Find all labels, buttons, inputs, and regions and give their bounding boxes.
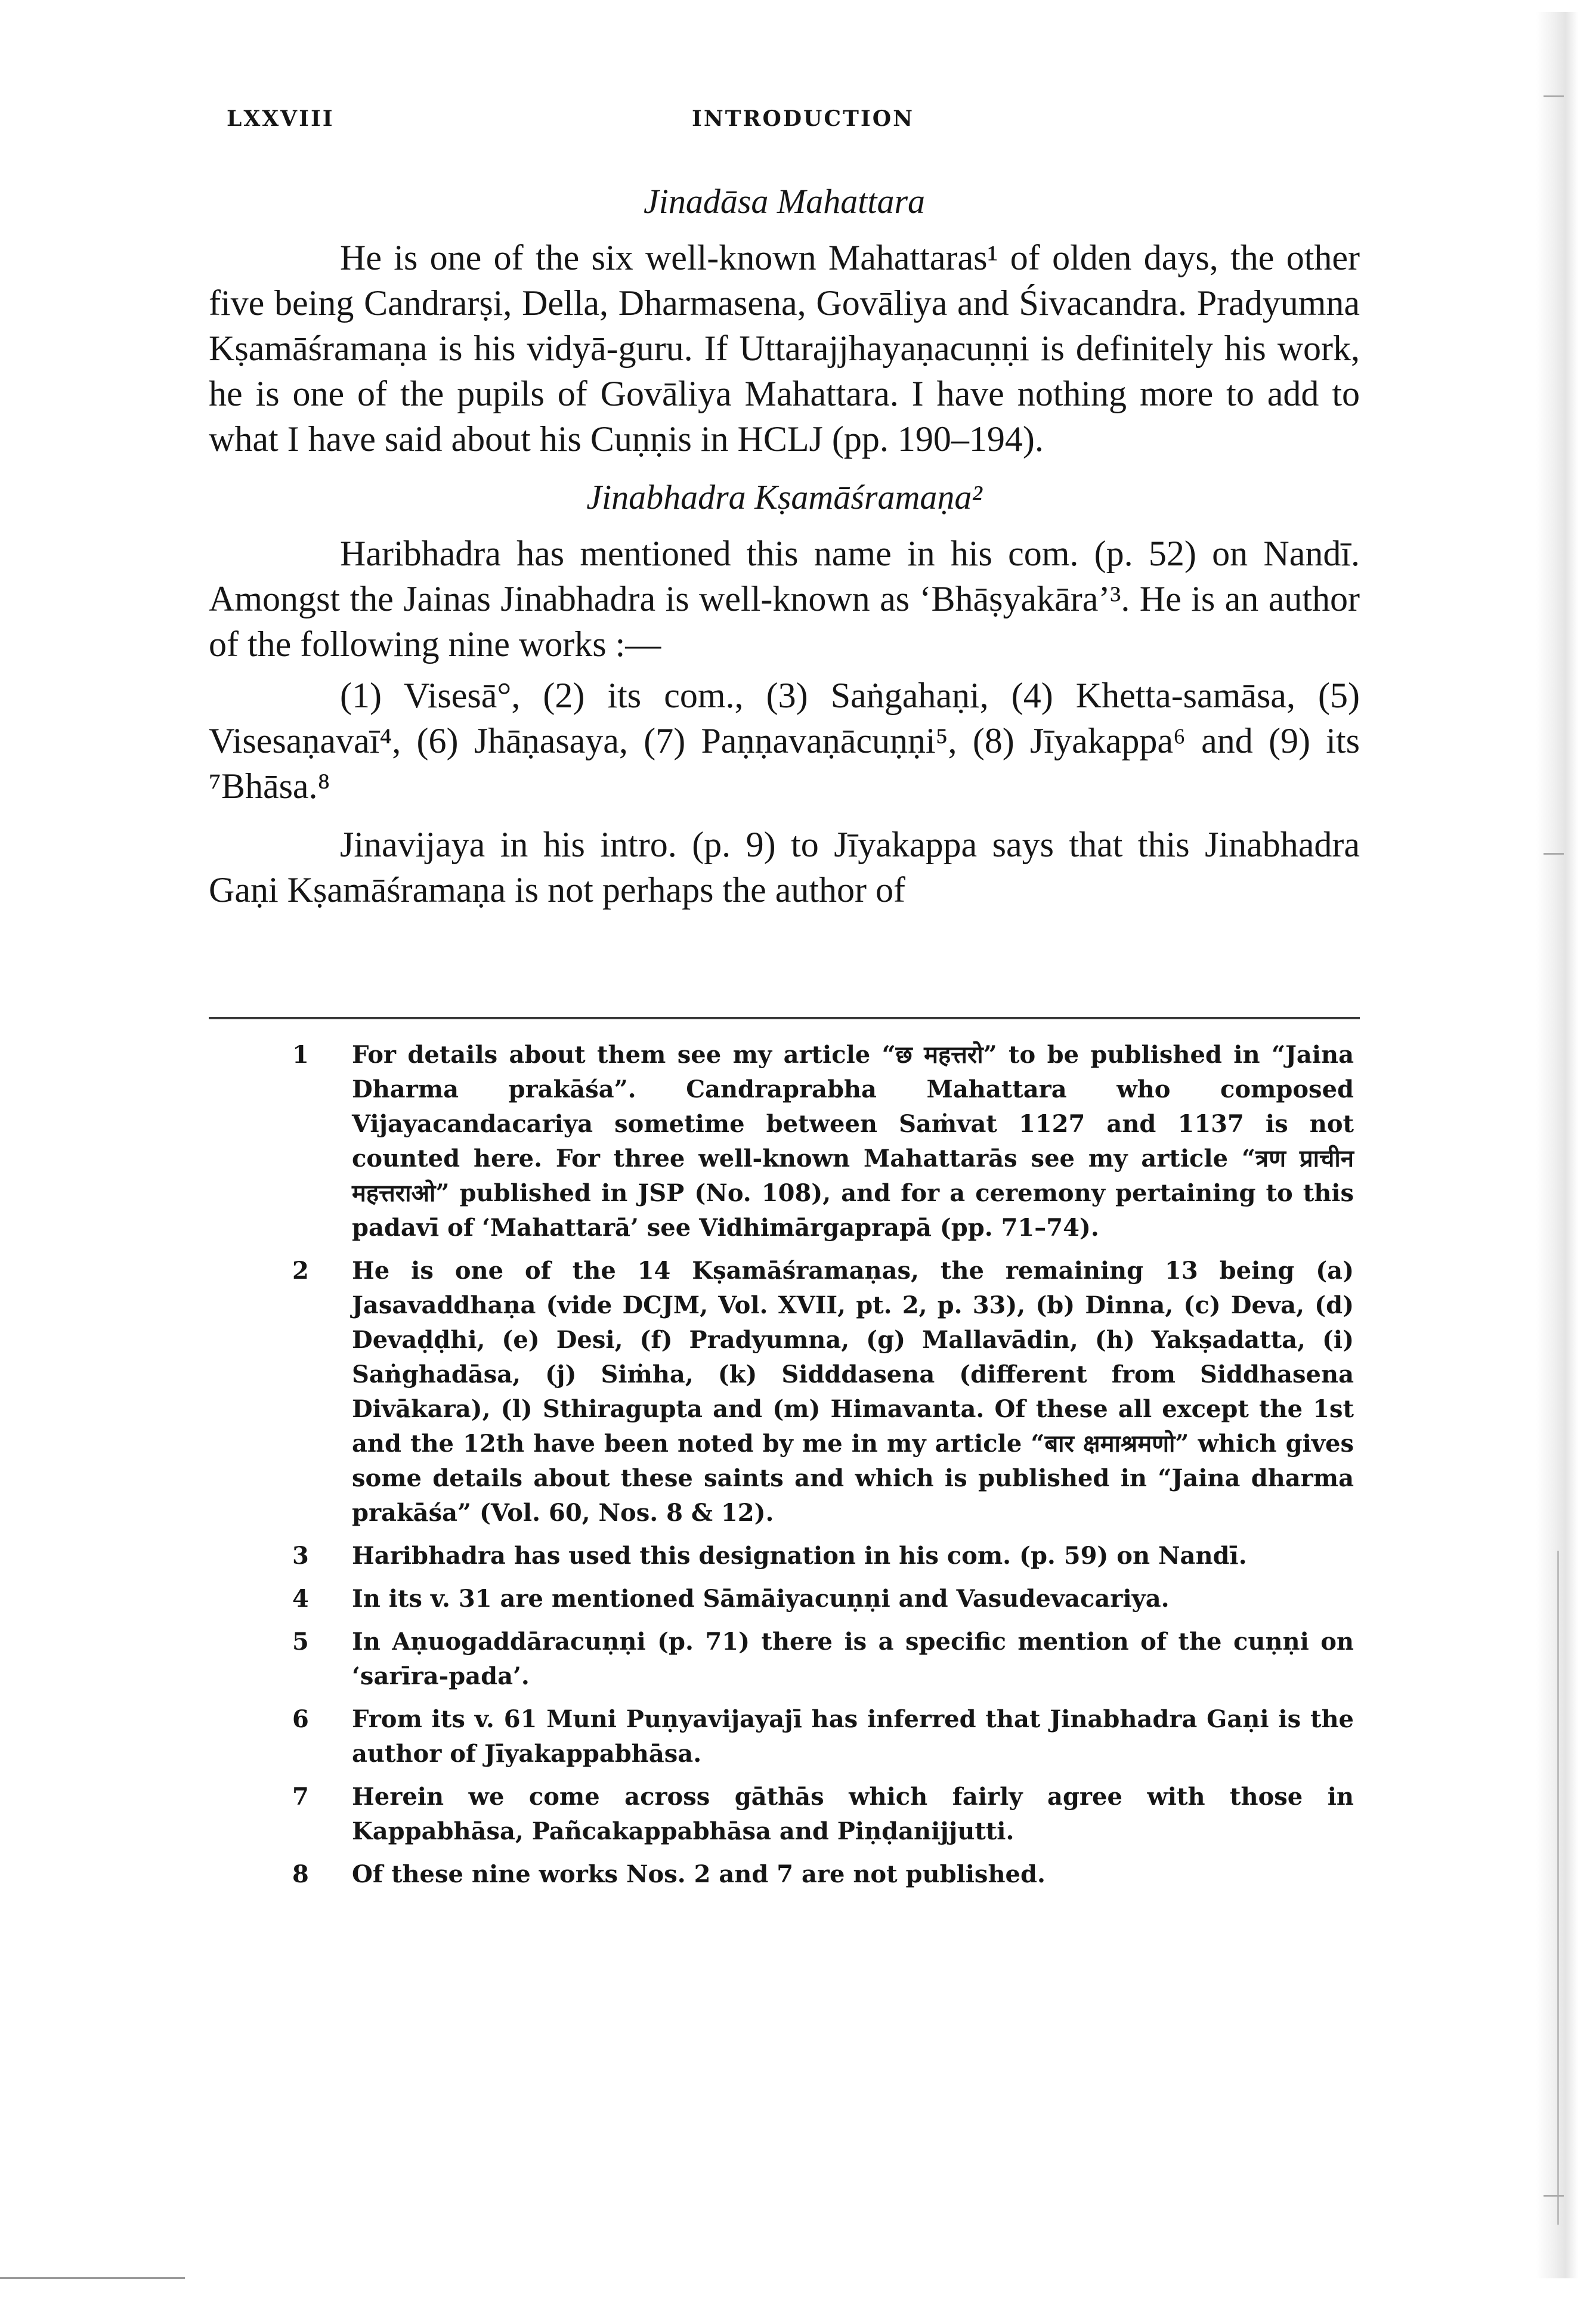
footnote-text: In its v. 31 are mentioned Sāmāiyacuṇṇi and Vasudevacariya.: [352, 1585, 1170, 1613]
footnote-text: He is one of the 14 Kṣamāśramaṇas, the remaining 13 being (a) Jasavaddhaṇa (vide DCJM, Vol. XVII, pt. 2, p. 33), (b) Dinna, (c) Deva, (d) Devaḍḍhi, (e) Desi, (f) Pradyumna, (g) Mallavādin, (h) Yakṣadatta, (i) Saṅghadāsa, (j) Siṁha, (k) Sidddasena (different from Siddhasena Divākara), (l) Sthiragupta and (m) Himavanta. Of these all except the 1st and the 12th have been noted by me in my article “बार क्षमाश्रमणो” which gives some details about these saints and which is published in “Jaina dharma prakāśa” (Vol. 60, Nos. 8 & 12).: [352, 1257, 1354, 1527]
body-paragraph: Jinavijaya in his intro. (p. 9) to Jīyakappa says that this Jinabhadra Gaṇi Kṣamāśramaṇa is not perhaps the author of: [209, 825, 1360, 910]
footnote: [292, 1254, 1354, 1530]
footnote-number: 8: [292, 1860, 309, 1888]
footnote-number: 3: [292, 1542, 309, 1570]
footnote-text: From its v. 61 Muni Puṇyavijayajī has inferred that Jinabhadra Gaṇi is the author of Jīyakappabhāsa.: [352, 1705, 1354, 1768]
scan-bottom-rule: [0, 2277, 185, 2279]
page-header: [221, 106, 1360, 142]
footnote-divider: [209, 1017, 1360, 1019]
footnote: [292, 1539, 1354, 1573]
footnote-text: In Aṇuogaddāracuṇṇi (p. 71) there is a specific mention of the cuṇṇi on ‘sarīra-pada’.: [352, 1628, 1354, 1690]
footnote: [292, 1038, 1354, 1245]
footnote-number: 7: [292, 1783, 309, 1811]
footnote-text: Herein we come across gāthās which fairly agree with those in Kappabhāsa, Pañcakappabhāsa and Piṇḍanijjutti.: [352, 1783, 1354, 1845]
scan-edge-tick: [1544, 853, 1564, 855]
body-paragraph: Haribhadra has mentioned this name in his com. (p. 52) on Nandī. Amongst the Jainas Jinabhadra is well-known as ‘Bhāṣyakāra’³. He is an author of the following nine works :—: [209, 534, 1360, 664]
main-text: [209, 179, 1360, 926]
footnote: [292, 1625, 1354, 1694]
footnote-text: Of these nine works Nos. 2 and 7 are not published.: [352, 1860, 1046, 1888]
section-heading: Jinadāsa Mahattara: [643, 182, 926, 221]
footnote-text: For details about them see my article “छ महत्तरो” to be published in “Jaina Dharma prakāśa”. Candraprabha Mahattara who composed Vijayacandacariya sometime between Saṁvat 1127 and 1137 is not counted here. For three well-known Mahattarās see my article “त्रण प्राचीन महत्तराओ” published in JSP (No. 108), and for a ceremony pertaining to this padavī of ‘Mahattarā’ see Vidhimārgaprapā (pp. 71–74).: [352, 1041, 1354, 1242]
footnote: [292, 1582, 1354, 1616]
footnote-number: 5: [292, 1628, 309, 1656]
scan-edge-tick: [1544, 2195, 1564, 2197]
body-paragraph-works-list: (1) Visesā°, (2) its com., (3) Saṅgahaṇi, (4) Khetta-samāsa, (5) Visesaṇavaī⁴, (6) Jhāṇasaya, (7) Paṇṇavaṇācuṇṇi⁵, (8) Jīyakappa⁶ and (9) its ⁷Bhāsa.⁸: [209, 676, 1360, 806]
footnote: [292, 1857, 1354, 1892]
footnote: [292, 1702, 1354, 1771]
footnote: [292, 1780, 1354, 1849]
page-number: LXXVIII: [227, 106, 335, 131]
footnote-text: Haribhadra has used this designation in his com. (p. 59) on Nandī.: [352, 1542, 1247, 1570]
footnote-number: 1: [292, 1041, 309, 1069]
footnotes: [292, 1038, 1354, 1900]
footnote-number: 6: [292, 1705, 309, 1733]
footnote-number: 4: [292, 1585, 309, 1613]
running-title: INTRODUCTION: [692, 106, 914, 131]
footnote-number: 2: [292, 1257, 309, 1285]
scan-edge-tick: [1544, 95, 1564, 97]
scan-edge-line: [1557, 1551, 1559, 2225]
section-heading: Jinabhadra Kṣamāśramaṇa²: [586, 478, 982, 517]
body-paragraph: He is one of the six well-known Mahattaras¹ of olden days, the other five being Candrarṣi, Della, Dharmasena, Govāliya and Śivacandra. Pradyumna Kṣamāśramaṇa is his vidyā-guru. If Uttarajjhayaṇacuṇṇi is definitely his work, he is one of the pupils of Govāliya Mahattara. I have nothing more to add to what I have said about his Cuṇṇis in HCLJ (pp. 190–194).: [209, 238, 1360, 459]
